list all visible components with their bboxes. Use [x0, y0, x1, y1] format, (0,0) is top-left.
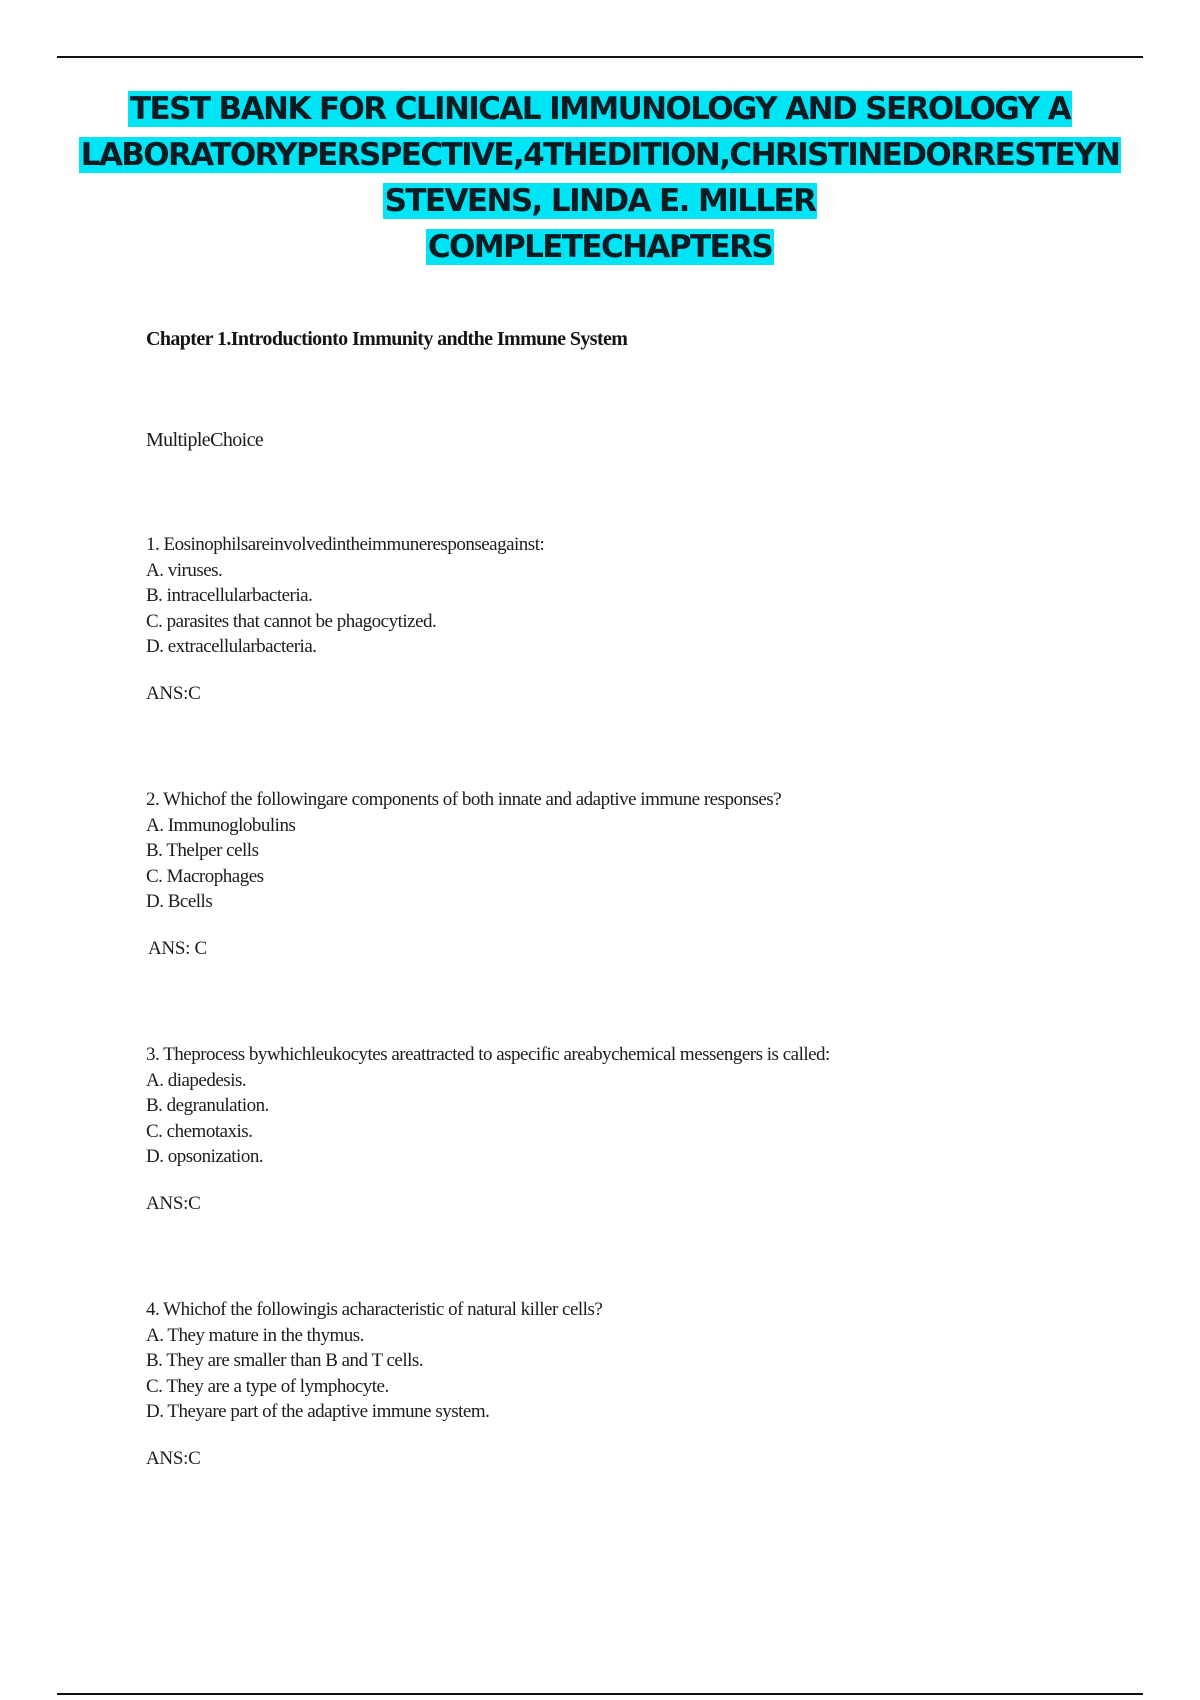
answer-option: C. Macrophages: [146, 865, 264, 887]
section-label: MultipleChoice: [146, 429, 264, 451]
question-stem: 1. Eosinophilsareinvolvedintheimmuneresponseagainst:: [146, 534, 545, 555]
question-2: [146, 787, 1106, 961]
answer-option: D. extracellularbacteria.: [146, 636, 317, 657]
title-line: STEVENS, LINDA E. MILLER: [384, 183, 816, 219]
question-stem: 4. Whichof the followingis acharacteristic of natural killer cells?: [146, 1299, 603, 1320]
answer-option: A. Immunoglobulins: [146, 814, 296, 836]
question-3: [146, 1042, 1106, 1216]
answer-key: ANS:C: [146, 1447, 201, 1469]
question-1: [146, 532, 1106, 706]
answer-option: B. degranulation.: [146, 1095, 269, 1116]
answer-option: A. viruses.: [146, 559, 223, 581]
question-stem: 3. Theprocess bywhichleukocytes areattracted to aspecific areabychemical messengers is called:: [146, 1044, 830, 1065]
title-line: LABORATORYPERSPECTIVE,4THEDITION,CHRISTINEDORRESTEYN: [80, 137, 1120, 173]
answer-option: B. They are smaller than B and T cells.: [146, 1350, 424, 1371]
answer-option: D. opsonization.: [146, 1146, 264, 1167]
question-stem: 2. Whichof the followingare components of both innate and adaptive immune responses?: [146, 789, 782, 810]
document-title: [0, 86, 1200, 270]
bottom-rule: [57, 1693, 1143, 1695]
title-line: TEST BANK FOR CLINICAL IMMUNOLOGY AND SEROLOGY A: [129, 91, 1071, 127]
answer-option: A. They mature in the thymus.: [146, 1324, 364, 1346]
answer-option: C. chemotaxis.: [146, 1120, 253, 1142]
answer-key: ANS:C: [146, 1192, 201, 1214]
answer-option: B. Thelper cells: [146, 840, 259, 861]
title-line: COMPLETECHAPTERS: [427, 229, 773, 265]
answer-option: C. They are a type of lymphocyte.: [146, 1375, 389, 1397]
answer-option: A. diapedesis.: [146, 1069, 247, 1091]
answer-option: D. Theyare part of the adaptive immune system.: [146, 1401, 490, 1422]
top-rule: [57, 56, 1143, 58]
answer-option: B. intracellularbacteria.: [146, 585, 313, 606]
answer-option: D. Bcells: [146, 891, 213, 912]
answer-key: ANS: C: [148, 937, 207, 959]
chapter-heading: Chapter 1.Introductionto Immunity andthe Immune System: [146, 328, 628, 350]
question-4: [146, 1297, 1106, 1471]
answer-option: C. parasites that cannot be phagocytized.: [146, 610, 437, 632]
answer-key: ANS:C: [146, 682, 201, 704]
